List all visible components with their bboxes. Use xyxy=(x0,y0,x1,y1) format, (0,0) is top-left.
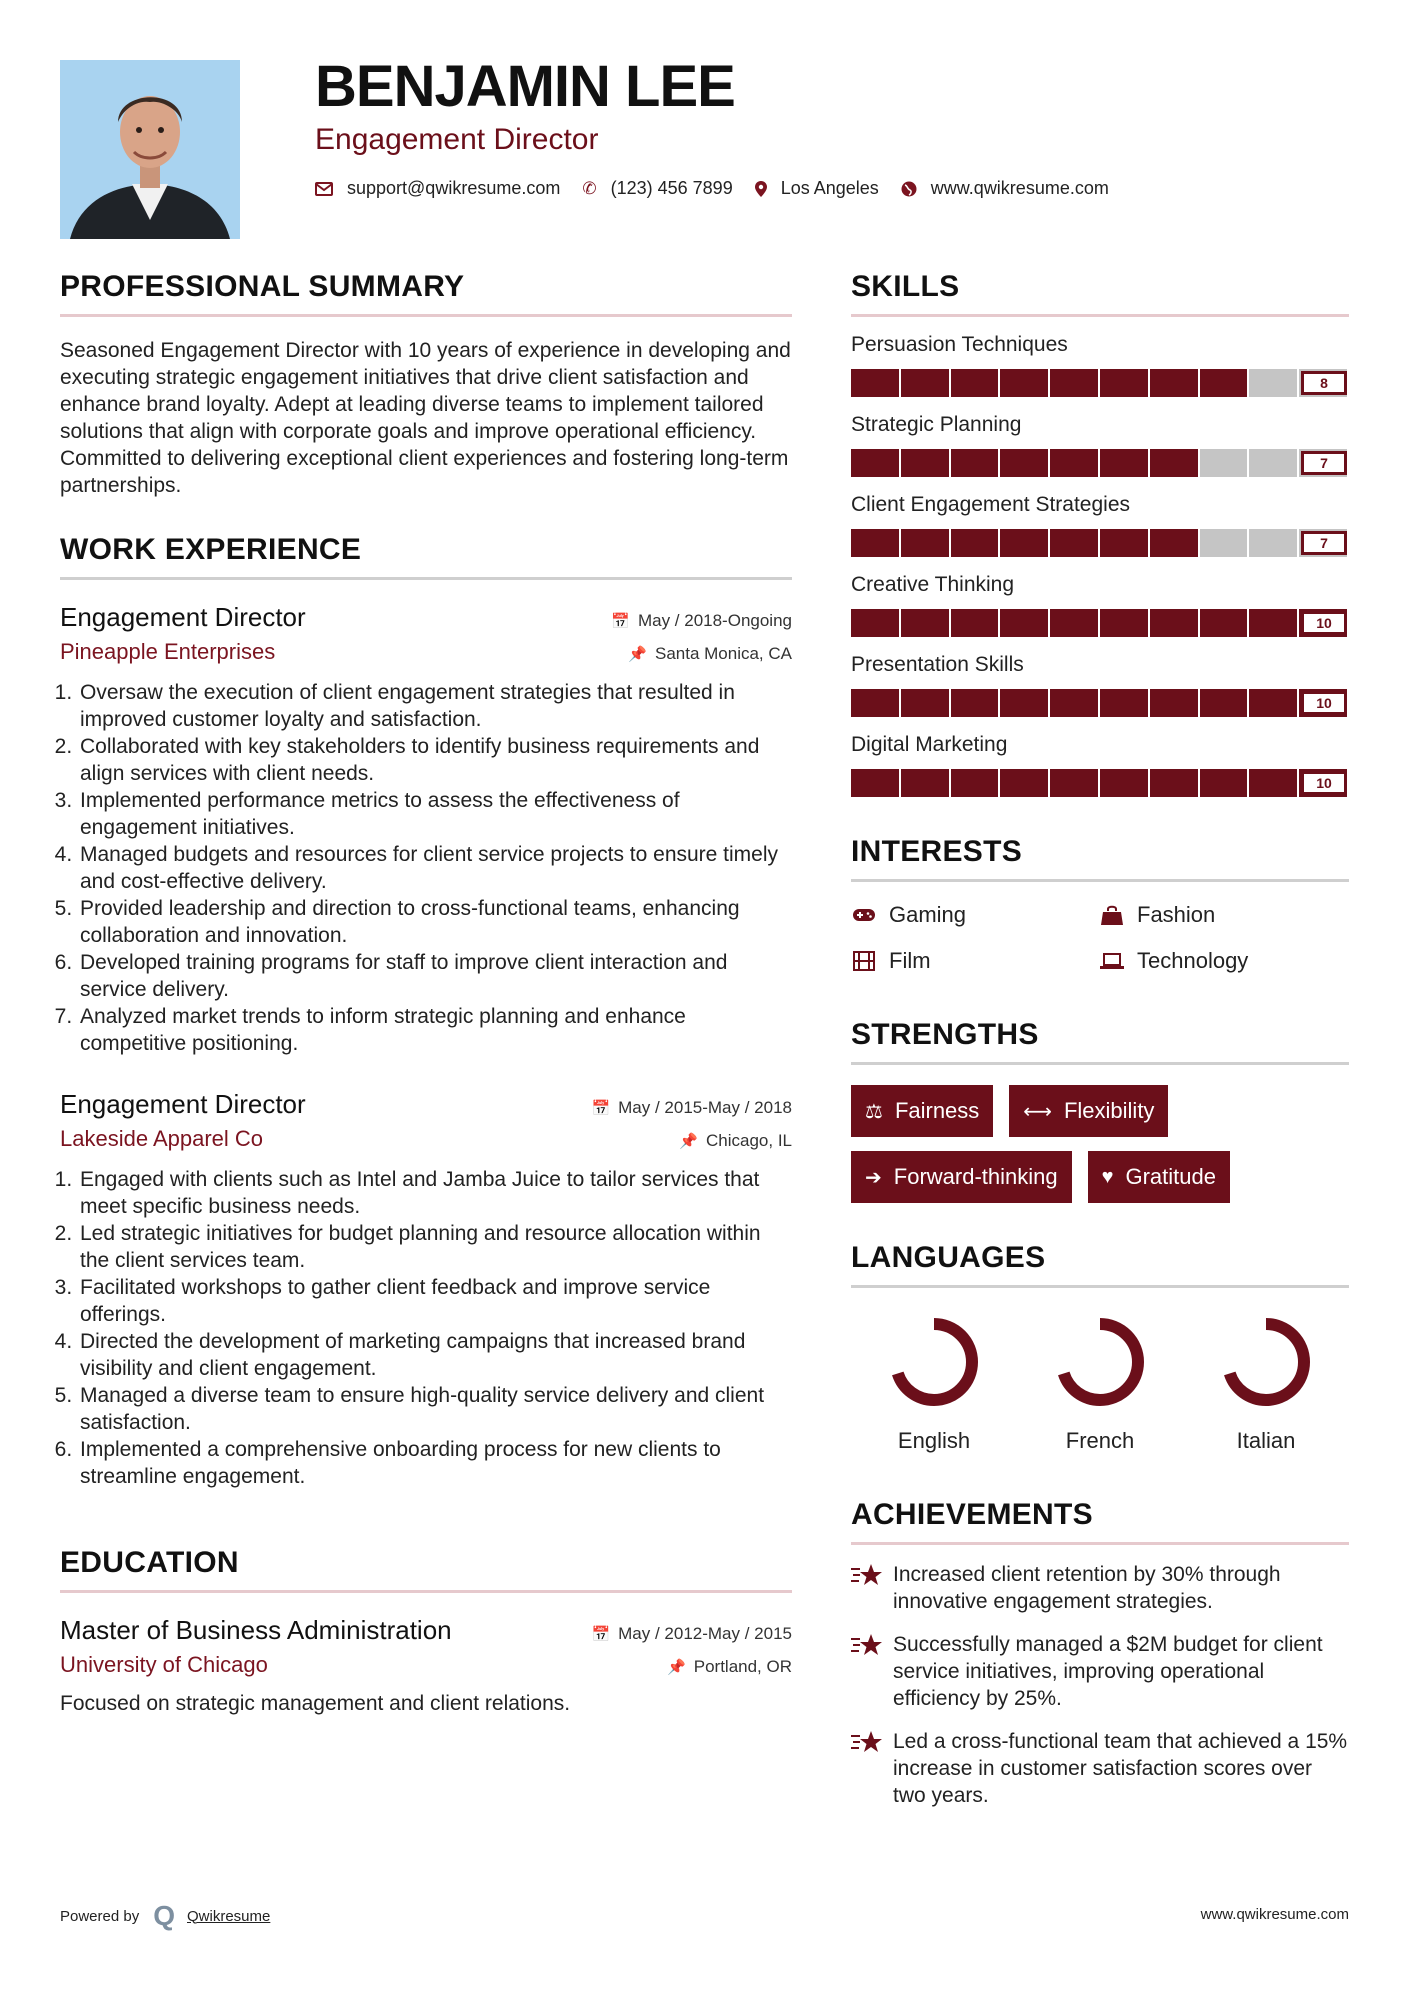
skill-segment xyxy=(1100,369,1148,397)
qwikresume-logo-icon: Q xyxy=(153,1900,175,1931)
language-item xyxy=(851,1312,1017,1454)
list-item: 2. Collaborated with key stakeholders to identify business requirements and align services with client needs. xyxy=(78,733,792,787)
skill-bar xyxy=(851,609,1349,637)
skill-value: 7 xyxy=(1301,451,1347,475)
contact-phone[interactable]: (123) 456 7899 xyxy=(610,178,733,198)
right-column xyxy=(851,270,1349,1809)
achievement-text: Successfully managed a $2M budget for client service initiatives, improving operational efficiency by 25%. xyxy=(893,1633,1323,1710)
interest-item xyxy=(851,948,1099,974)
skill-segment xyxy=(1200,369,1248,397)
skill-item xyxy=(851,333,1349,397)
skill-name: Strategic Planning xyxy=(851,413,1022,436)
skill-segment xyxy=(851,529,899,557)
skill-segment xyxy=(951,369,999,397)
skill-segment xyxy=(1200,769,1248,797)
education-date-text: May / 2012-May / 2015 xyxy=(618,1624,792,1643)
strength-chip xyxy=(1009,1085,1168,1137)
contact-bar xyxy=(315,178,1131,199)
skill-segment xyxy=(851,769,899,797)
company-name: Pineapple Enterprises xyxy=(60,639,276,664)
strength-label: Flexibility xyxy=(1063,1098,1155,1123)
profile-photo-image xyxy=(60,60,240,239)
film-icon xyxy=(851,951,877,971)
job-date-text: May / 2018-Ongoing xyxy=(637,611,792,630)
skill-segment xyxy=(901,609,949,637)
phone-icon: ✆ xyxy=(582,178,597,198)
skill-segment xyxy=(951,529,999,557)
skill-segment xyxy=(1150,609,1198,637)
pushpin-icon: 📌 xyxy=(679,1133,698,1150)
skill-segment xyxy=(851,449,899,477)
strength-chip xyxy=(851,1151,1072,1203)
interests-heading: INTERESTS xyxy=(851,835,1349,882)
list-item: 4. Directed the development of marketing campaigns that increased brand visibility and client engagement. xyxy=(78,1328,792,1382)
skill-item xyxy=(851,573,1349,637)
skill-bar xyxy=(851,369,1349,397)
company-name: Lakeside Apparel Co xyxy=(60,1126,264,1151)
globe-icon xyxy=(901,181,917,197)
skill-segment xyxy=(1100,769,1148,797)
interest-label: Film xyxy=(889,948,931,973)
skill-segment xyxy=(1000,449,1048,477)
interests-grid xyxy=(851,902,1349,974)
powered-by-label: Powered by xyxy=(60,1907,140,1925)
job-title: Engagement Director xyxy=(60,1089,306,1119)
achievement-item xyxy=(851,1631,1349,1712)
strength-label: Forward-thinking xyxy=(893,1164,1058,1189)
language-level-ring xyxy=(884,1312,984,1412)
skill-segment xyxy=(851,609,899,637)
footer-website[interactable]: www.qwikresume.com xyxy=(1200,1906,1349,1923)
skill-segment xyxy=(1050,449,1098,477)
skill-segment xyxy=(1050,609,1098,637)
calendar-icon: 📅 xyxy=(591,1626,611,1643)
language-item xyxy=(1017,1312,1183,1454)
degree-title: Master of Business Administration xyxy=(60,1615,452,1645)
language-level-arc xyxy=(896,1324,972,1400)
skill-bar xyxy=(851,529,1349,557)
skill-name: Creative Thinking xyxy=(851,573,1015,596)
star-icon xyxy=(851,1728,883,1809)
education-entry xyxy=(60,1615,792,1716)
skill-name: Digital Marketing xyxy=(851,733,1008,756)
education-description: Focused on strategic management and client relations. xyxy=(60,1692,571,1715)
school-name: University of Chicago xyxy=(60,1652,268,1677)
skill-segment xyxy=(1050,769,1098,797)
duties-list xyxy=(60,1166,792,1490)
skill-segment xyxy=(1249,609,1297,637)
gamepad-icon xyxy=(851,907,877,923)
skill-segment xyxy=(1150,369,1198,397)
candidate-role: Engagement Director xyxy=(315,123,599,156)
education-location xyxy=(667,1657,792,1677)
list-item: 3. Implemented performance metrics to assess the effectiveness of engagement initiatives. xyxy=(78,787,792,841)
skill-segment xyxy=(901,369,949,397)
shopping-bag-icon xyxy=(1099,904,1125,926)
map-marker-icon xyxy=(755,181,767,197)
skill-segment xyxy=(1000,769,1048,797)
envelope-icon xyxy=(315,182,333,196)
language-level-arc xyxy=(1228,1324,1304,1400)
job-location-text: Santa Monica, CA xyxy=(654,644,792,663)
skill-segment xyxy=(951,769,999,797)
skill-segment xyxy=(1100,689,1148,717)
strength-chip xyxy=(1088,1151,1230,1203)
languages-heading: LANGUAGES xyxy=(851,1241,1349,1288)
calendar-icon: 📅 xyxy=(611,613,630,630)
achievement-text: Increased client retention by 30% through innovative engagement strategies. xyxy=(893,1563,1281,1613)
skill-segment xyxy=(951,689,999,717)
job-date-text: May / 2015-May / 2018 xyxy=(618,1098,792,1117)
skill-segment xyxy=(951,609,999,637)
experience-heading: WORK EXPERIENCE xyxy=(60,533,792,580)
balance-scale-icon: ⚖ xyxy=(865,1100,883,1123)
skill-segment xyxy=(851,369,899,397)
job-date xyxy=(611,611,792,631)
laptop-icon xyxy=(1099,952,1125,970)
skill-value: 10 xyxy=(1301,691,1347,715)
list-item: 2. Led strategic initiatives for budget planning and resource allocation within the client services team. xyxy=(78,1220,792,1274)
heart-icon: ♥ xyxy=(1101,1165,1114,1188)
skill-value: 10 xyxy=(1301,611,1347,635)
footer-powered-by xyxy=(60,1900,270,1932)
profile-photo xyxy=(60,60,240,239)
language-item xyxy=(1183,1312,1349,1454)
contact-email[interactable]: support@qwikresume.com xyxy=(347,178,561,198)
language-name: English xyxy=(897,1428,971,1453)
skill-segment xyxy=(1249,449,1297,477)
skill-segment xyxy=(1249,529,1297,557)
languages-list xyxy=(851,1312,1349,1454)
skill-segment xyxy=(1000,369,1048,397)
language-level-ring xyxy=(1216,1312,1316,1412)
skill-segment xyxy=(851,689,899,717)
skill-segment xyxy=(1150,529,1198,557)
education-date xyxy=(591,1624,792,1644)
skill-segment xyxy=(1150,769,1198,797)
skill-segment xyxy=(1000,689,1048,717)
brand-link[interactable]: Qwikresume xyxy=(187,1907,271,1925)
skill-bar xyxy=(851,449,1349,477)
strength-label: Fairness xyxy=(894,1098,980,1123)
skill-item xyxy=(851,493,1349,557)
achievements-list xyxy=(851,1561,1349,1809)
pushpin-icon: 📌 xyxy=(667,1659,686,1676)
skill-segment xyxy=(901,689,949,717)
job-entry xyxy=(60,602,792,1057)
skill-value: 8 xyxy=(1301,371,1347,395)
summary-text: Seasoned Engagement Director with 10 years of experience in developing and executing strategic engagement initiatives that drive client satisfaction and enhance brand loyalty. Adept at leading diverse teams to implement tailored solutions that align with corporate goals and improve operational efficiency. Committed to delivering exceptional client experiences and fostering long-term partnerships. xyxy=(60,339,791,497)
skill-segment xyxy=(1200,609,1248,637)
job-location-text: Chicago, IL xyxy=(706,1131,792,1150)
skill-segment xyxy=(901,769,949,797)
duties-list xyxy=(60,679,792,1057)
skill-segment xyxy=(1100,449,1148,477)
job-entry xyxy=(60,1089,792,1490)
achievement-item xyxy=(851,1728,1349,1809)
list-item: 6. Implemented a comprehensive onboarding process for new clients to streamline engagement. xyxy=(78,1436,792,1490)
contact-location: Los Angeles xyxy=(780,178,879,198)
interest-item xyxy=(851,902,1099,928)
list-item: 4. Managed budgets and resources for client service projects to ensure timely and cost-effective delivery. xyxy=(78,841,792,895)
language-name: Italian xyxy=(1236,1428,1296,1453)
achievement-item xyxy=(851,1561,1349,1615)
skill-item xyxy=(851,653,1349,717)
language-name: French xyxy=(1065,1428,1135,1453)
skill-segment xyxy=(1249,369,1297,397)
skill-segment xyxy=(1200,529,1248,557)
skill-name: Presentation Skills xyxy=(851,653,1024,676)
skill-segment xyxy=(1249,689,1297,717)
strength-chip xyxy=(851,1085,993,1137)
skill-value: 10 xyxy=(1301,771,1347,795)
skill-segment xyxy=(1200,449,1248,477)
skill-item xyxy=(851,733,1349,797)
list-item: 1. Engaged with clients such as Intel and Jamba Juice to tailor services that meet specific business needs. xyxy=(78,1166,792,1220)
summary-heading: PROFESSIONAL SUMMARY xyxy=(60,270,792,317)
education-location-text: Portland, OR xyxy=(693,1657,792,1676)
strengths-list xyxy=(851,1085,1349,1203)
list-item: 1. Oversaw the execution of client engagement strategies that resulted in improved customer loyalty and satisfaction. xyxy=(78,679,792,733)
skill-segment xyxy=(1050,369,1098,397)
language-level-ring xyxy=(1050,1312,1150,1412)
pushpin-icon: 📌 xyxy=(628,646,647,663)
skills-list xyxy=(851,333,1349,797)
interest-label: Technology xyxy=(1137,948,1249,973)
skill-bar xyxy=(851,689,1349,717)
contact-website[interactable]: www.qwikresume.com xyxy=(930,178,1109,198)
skill-segment xyxy=(1000,609,1048,637)
skill-segment xyxy=(1249,769,1297,797)
skill-segment xyxy=(901,529,949,557)
skill-segment xyxy=(1100,529,1148,557)
arrow-right-icon: ➔ xyxy=(865,1166,882,1189)
language-level-arc xyxy=(1062,1324,1138,1400)
skill-segment xyxy=(951,449,999,477)
candidate-name: BENJAMIN LEE xyxy=(315,54,735,119)
interest-item xyxy=(1099,902,1347,928)
interest-label: Gaming xyxy=(889,902,967,927)
list-item: 7. Analyzed market trends to inform strategic planning and enhance competitive positioning. xyxy=(78,1003,792,1057)
star-icon xyxy=(851,1631,883,1712)
skill-item xyxy=(851,413,1349,477)
strengths-heading: STRENGTHS xyxy=(851,1018,1349,1065)
skill-segment xyxy=(1150,449,1198,477)
education-heading: EDUCATION xyxy=(60,1546,792,1593)
skill-segment xyxy=(1200,689,1248,717)
arrows-horizontal-icon: ⟷ xyxy=(1023,1100,1052,1123)
skill-segment xyxy=(1050,689,1098,717)
interest-item xyxy=(1099,948,1347,974)
interest-label: Fashion xyxy=(1137,902,1216,927)
list-item: 6. Developed training programs for staff to improve client interaction and service delivery. xyxy=(78,949,792,1003)
list-item: 5. Provided leadership and direction to cross-functional teams, enhancing collaboration and innovation. xyxy=(78,895,792,949)
job-date xyxy=(591,1098,792,1118)
left-column xyxy=(60,270,792,1716)
list-item: 5. Managed a diverse team to ensure high-quality service delivery and client satisfaction. xyxy=(78,1382,792,1436)
achievement-text: Led a cross-functional team that achieved a 15% increase in customer satisfaction scores over two years. xyxy=(893,1730,1348,1807)
skill-name: Client Engagement Strategies xyxy=(851,493,1130,516)
achievements-heading: ACHIEVEMENTS xyxy=(851,1498,1349,1545)
skill-name: Persuasion Techniques xyxy=(851,333,1068,356)
job-location xyxy=(628,644,792,664)
skill-segment xyxy=(901,449,949,477)
strength-label: Gratitude xyxy=(1125,1164,1216,1189)
skill-bar xyxy=(851,769,1349,797)
skill-segment xyxy=(1000,529,1048,557)
job-location xyxy=(679,1131,792,1151)
list-item: 3. Facilitated workshops to gather client feedback and improve service offerings. xyxy=(78,1274,792,1328)
skills-heading: SKILLS xyxy=(851,270,1349,317)
star-icon xyxy=(851,1561,883,1615)
job-title: Engagement Director xyxy=(60,602,306,632)
skill-segment xyxy=(1100,609,1148,637)
skill-segment xyxy=(1150,689,1198,717)
skill-value: 7 xyxy=(1301,531,1347,555)
calendar-icon: 📅 xyxy=(591,1100,611,1117)
skill-segment xyxy=(1050,529,1098,557)
